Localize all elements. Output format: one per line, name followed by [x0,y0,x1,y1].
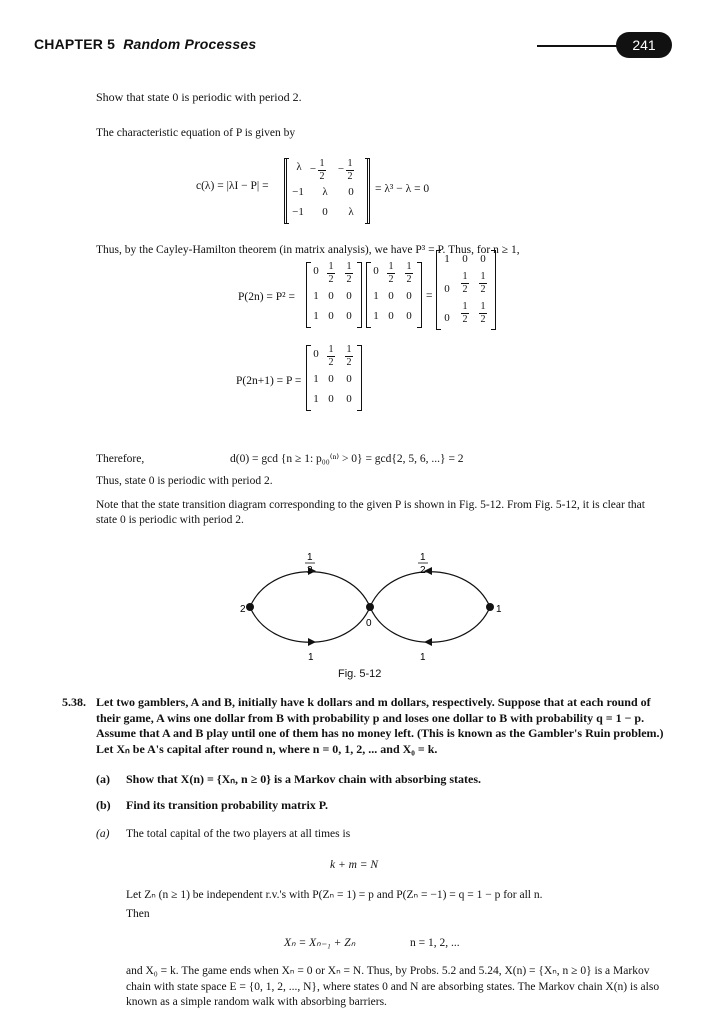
node-0-label: 0 [366,618,372,629]
top-left-prob-den: 2 [307,565,313,576]
char-m-r2c2: λ [322,186,328,198]
char-m-r1c3-frac: 1 2 [347,158,353,182]
therefore-formula: d(0) = gcd {n ≥ 1: p₀₀⁽ⁿ⁾ > 0} = gcd{2, 5, 6, ...} = 2 [230,453,464,465]
figure-caption: Fig. 5-12 [338,668,382,680]
matrix-p-squared: 1 0 0 0 1 2 1 2 0 1 2 1 2 [436,250,496,330]
top-left-prob-num: 1 [307,552,313,563]
cayley-line: Thus, by the Cayley-Hamilton theorem (in matrix analysis), we have P³ = P. Thus, for n ≥ 1, [96,244,520,256]
char-eq-rhs: = λ³ − λ = 0 [375,183,430,195]
top-right-prob-den: 2 [420,565,426,576]
therefore-conclusion: Thus, state 0 is periodic with period 2. [96,475,273,487]
top-right-prob-num: 1 [420,552,426,563]
node-0 [366,603,374,611]
chapter-header [34,36,256,52]
char-m-r2c1: −1 [292,186,304,198]
matrix-eq-sign: = [426,290,433,302]
node-2 [246,603,254,611]
header-rule [537,45,627,47]
arc-2-to-0-top [250,572,370,607]
p2n1-label: P(2n+1) = P = [236,375,302,387]
solution-eq1: k + m = N [330,859,379,871]
solution-eq2: Xₙ = Xₙ₋₁ + Zₙ [284,937,356,949]
problem-number: 5.38. [62,695,86,709]
chapter-title: Random Processes [123,36,257,52]
char-matrix [284,158,370,224]
char-eq-lhs: c(λ) = |λI − P| = [196,180,269,192]
arc-0-to-1-top [370,572,490,607]
bottom-right-prob: 1 [420,652,426,663]
chapter-label: CHAPTER 5 [34,36,116,52]
node-2-label: 2 [240,604,246,615]
char-m-r2c3: 0 [348,186,354,198]
part-b-text: Find its transition probability matrix P. [126,798,329,812]
solution-line1: The total capital of the two players at all times is [126,828,351,840]
solution-eq2-cond: n = 1, 2, ... [410,937,460,949]
arc-1-to-0-bottom [370,607,490,642]
p2n-label: P(2n) = P² = [238,291,295,303]
arrow-bottom-left [308,638,316,646]
part-a-label: (a) [96,772,110,786]
node-1 [486,603,494,611]
show-line: Show that state 0 is periodic with period 2. [96,90,302,104]
bottom-left-prob: 1 [308,652,314,663]
solution-line2: Let Zₙ (n ≥ 1) be independent r.v.'s with P(Zₙ = 1) = p and P(Zₙ = −1) = q = 1 − p for all n. [126,889,543,901]
arrow-bottom-right [424,638,432,646]
part-a-text: Show that X(n) = {Xₙ, n ≥ 0} is a Markov chain with absorbing states. [126,772,482,786]
char-m-r3c3: λ [348,206,354,218]
matrix-p-a: 0 1 2 1 2 1 0 0 1 0 0 [306,262,362,328]
solution-line3: and X₀ = k. The game ends when Xₙ = 0 or Xₙ = N. Thus, by Probs. 5.2 and 5.24, X(n) = {Xₙ, n ≥ 0} is a Markov chain with state space E = {0, 1, 2, ..., N}, where states 0 and N are absorbing states. The Markov chain X(n) is also known as a simple random walk with absorbing barriers. [126,965,660,1008]
char-eq-intro: The characteristic equation of P is given by [96,127,296,139]
node-1-label: 1 [496,604,502,615]
char-m-r3c2: 0 [322,206,328,218]
solution-part-label: (a) [96,828,110,840]
state-diagram [230,540,510,680]
therefore-label: Therefore, [96,453,145,465]
matrix-p-c: 0 1 2 1 2 1 0 0 1 0 0 [306,345,362,411]
char-m-r1c2-frac: 1 2 [319,158,325,182]
note-text: Note that the state transition diagram corresponding to the given P is shown in Fig. 5-12. From Fig. 5-12, it is clear that state 0 is periodic with period 2. [96,499,645,526]
char-m-r1c1: λ [296,161,302,173]
char-m-r1c3-sign: − [337,163,345,175]
char-m-r3c1: −1 [292,206,304,218]
page-number: 241 [616,32,672,58]
part-b-label: (b) [96,798,111,812]
arc-0-to-2-bottom [250,607,370,642]
problem-statement: Let two gamblers, A and B, initially have k dollars and m dollars, respectively. Suppose that at each round of their game, A wins one dollar from B with probability p and loses one dollar to B with probability q = 1 − p. Assume that A and B play until one of them has no money left. (This is known as the Gambler's Ruin problem.) Let Xₙ be A's capital after round n, where n = 0, 1, 2, ... and X₀ = k. [96,695,664,756]
char-m-r1c2-sign: − [309,163,317,175]
matrix-p-b: 0 1 2 1 2 1 0 0 1 0 0 [366,262,422,328]
solution-then: Then [126,908,150,920]
